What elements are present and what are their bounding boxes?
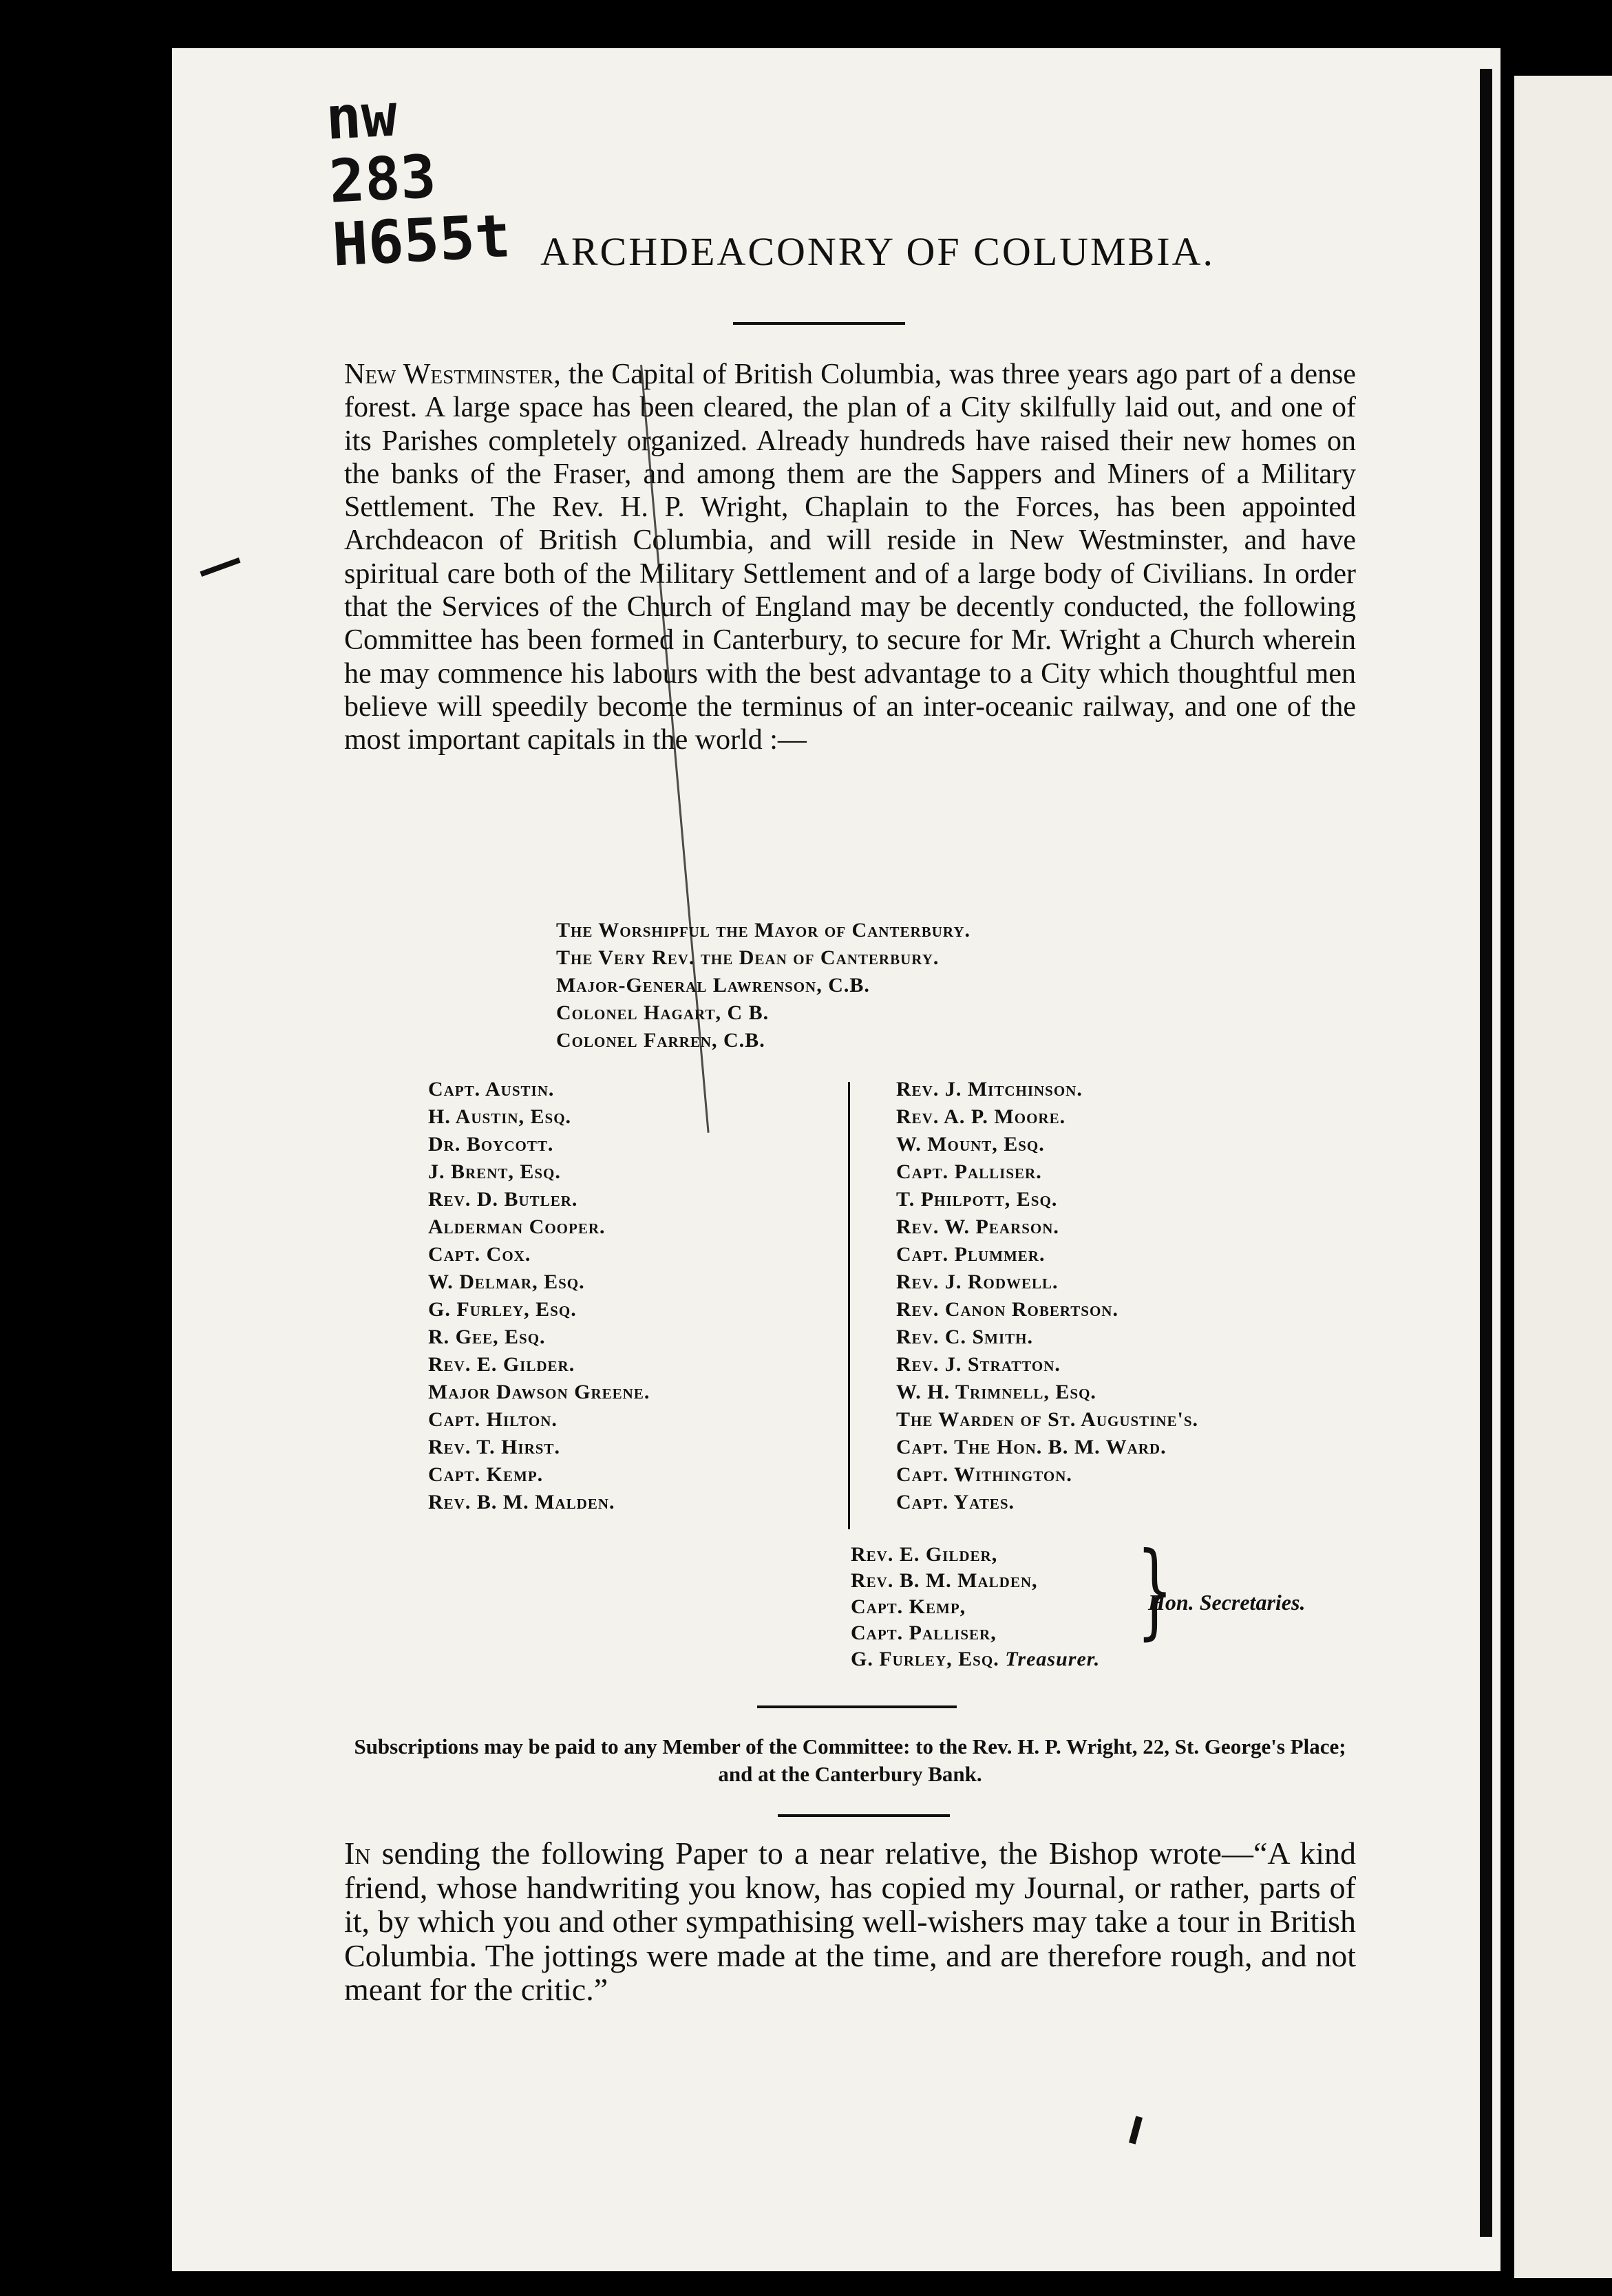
- committee-left-column: [428, 1076, 650, 1516]
- committee-member: Major Dawson Greene.: [428, 1381, 650, 1403]
- committee-member: Capt. Austin.: [428, 1078, 555, 1101]
- shelfmark-line-1: nw: [324, 81, 399, 153]
- committee-member: W. H. Trimnell, Esq.: [896, 1381, 1096, 1403]
- committee-head-item: The Very Rev. the Dean of Canterbury.: [556, 946, 940, 969]
- secretaries-block: [851, 1542, 1100, 1672]
- committee-member: Capt. Yates.: [896, 1491, 1015, 1513]
- committee-member: Rev. T. Hirst.: [428, 1436, 560, 1458]
- committee-head-item: Colonel Farren, C.B.: [556, 1029, 765, 1052]
- committee-member: Rev. W. Pearson.: [896, 1215, 1059, 1238]
- committee-member: Rev. D. Butler.: [428, 1188, 578, 1211]
- intro-text: , the Capital of British Columbia, was three years ago part of a dense forest. A large space has been cleared, the plan of a City skilfully laid out, and one of its Parishes completely organized. Already hundreds have raised their new homes on the banks of the Fraser, and among them are the Sappers and Miners of a Military Settlement. The Rev. H. P. Wright, Chaplain to the Forces, has been appointed Archdeacon of British Columbia, and will reside in New Westminster, and have spiritual care both of the Military Settlement and of a large body of Civilians. In order that the Services of the Church of England may be decently conducted, the following Committee has been formed in Canterbury, to secure for Mr. Wright a Church wherein he may commence his labours with the best advantage to a City which thoughtful men believe will speedily become the terminus of an inter-oceanic railway, and one of the most important capitals in the world :—: [344, 359, 1356, 756]
- committee-member: W. Delmar, Esq.: [428, 1271, 585, 1293]
- page-edge-shadow: [1480, 69, 1492, 2237]
- committee-member: Rev. C. Smith.: [896, 1326, 1034, 1348]
- brace-glyph: }: [1136, 1531, 1173, 1650]
- closing-paragraph: [344, 1836, 1356, 2007]
- committee-member: The Warden of St. Augustine's.: [896, 1408, 1199, 1431]
- secretary-name: Rev. B. M. Malden,: [851, 1569, 1038, 1592]
- intro-lead: New Westminster: [344, 359, 554, 390]
- committee-member: Capt. Hilton.: [428, 1408, 558, 1431]
- column-divider: [848, 1082, 850, 1529]
- section-rule-2: [778, 1814, 950, 1817]
- committee-member: J. Brent, Esq.: [428, 1160, 561, 1183]
- secretary-name: Rev. E. Gilder,: [851, 1543, 998, 1566]
- treasurer-label: Treasurer.: [1005, 1648, 1101, 1670]
- committee-member: Capt. The Hon. B. M. Ward.: [896, 1436, 1167, 1458]
- section-rule: [757, 1705, 957, 1708]
- committee-member: H. Austin, Esq.: [428, 1105, 572, 1128]
- committee-member: Rev. E. Gilder.: [428, 1353, 575, 1376]
- treasurer-line: [851, 1646, 1100, 1672]
- committee-member: Rev. A. P. Moore.: [896, 1105, 1066, 1128]
- committee-member: Rev. J. Mitchinson.: [896, 1078, 1083, 1101]
- committee-head-item: Major-General Lawrenson, C.B.: [556, 974, 870, 997]
- title-rule: [733, 322, 905, 325]
- committee-member: Capt. Palliser.: [896, 1160, 1042, 1183]
- treasurer-name: G. Furley, Esq.: [851, 1648, 999, 1670]
- committee-member: Capt. Plummer.: [896, 1243, 1046, 1266]
- committee-member: G. Furley, Esq.: [428, 1298, 577, 1321]
- committee-member: W. Mount, Esq.: [896, 1133, 1045, 1156]
- committee-member: R. Gee, Esq.: [428, 1326, 546, 1348]
- committee-member: Rev. Canon Robertson.: [896, 1298, 1118, 1321]
- committee-head-item: Colonel Hagart, C B.: [556, 1001, 770, 1024]
- committee-member: Alderman Cooper.: [428, 1215, 606, 1238]
- closing-text: sending the following Paper to a near relative, the Bishop wrote—“A kind friend, whose handwriting you know, has copied my Journal, or rather, parts of it, by which you and other sympathising well-wishers may take a tour in British Columbia. The jottings were made at the time, and are therefore rough, and not meant for the critic.”: [344, 1836, 1356, 2007]
- secretary-name: Capt. Palliser,: [851, 1622, 997, 1644]
- intro-paragraph: [344, 358, 1356, 757]
- committee-member: Capt. Cox.: [428, 1243, 531, 1266]
- shelfmark-line-2: 283: [327, 142, 438, 217]
- committee-member: Rev. J. Stratton.: [896, 1353, 1061, 1376]
- page-title: ARCHDEACONRY OF COLUMBIA.: [540, 229, 1215, 274]
- committee-member: Dr. Boycott.: [428, 1133, 554, 1156]
- closing-lead: In: [344, 1836, 371, 1871]
- secretary-name: Capt. Kemp,: [851, 1595, 966, 1618]
- committee-member: Rev. B. M. Malden.: [428, 1491, 615, 1513]
- adjacent-page-strip: [1514, 76, 1612, 2278]
- secretaries-label: Hon. Secretaries.: [1148, 1590, 1306, 1615]
- committee-member: T. Philpott, Esq.: [896, 1188, 1058, 1211]
- committee-right-column: [896, 1076, 1198, 1516]
- shelfmark-line-3: H655t: [330, 202, 513, 280]
- committee-member: Rev. J. Rodwell.: [896, 1271, 1059, 1293]
- subscriptions-note: Subscriptions may be paid to any Member of the Committee: to the Rev. H. P. Wright, 22, St. George's Place; and at the Canterbury Bank.: [354, 1734, 1346, 1786]
- committee-member: Capt. Kemp.: [428, 1463, 544, 1486]
- committee-head-item: The Worshipful the Mayor of Canterbury.: [556, 919, 971, 942]
- committee-member: Capt. Withington.: [896, 1463, 1072, 1486]
- committee-heads: [556, 917, 971, 1054]
